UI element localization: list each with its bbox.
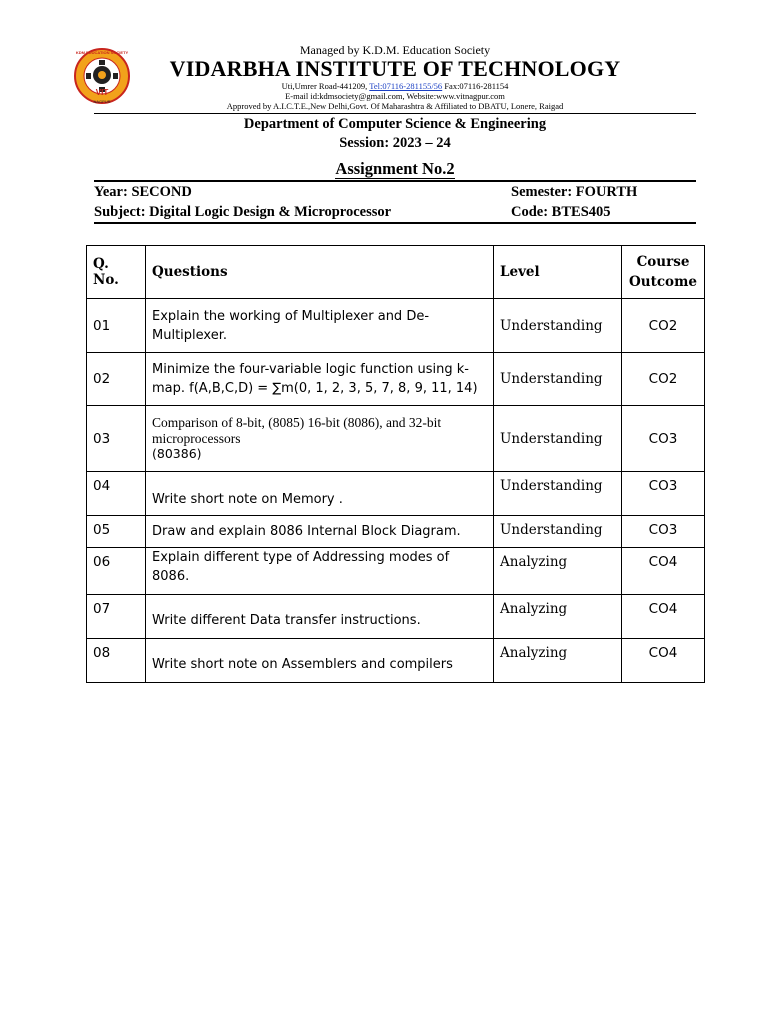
header-course-outcome-line1: Course bbox=[636, 254, 690, 270]
question-number: 07 bbox=[87, 595, 146, 639]
question-text bbox=[146, 516, 494, 548]
question-line: (80386) bbox=[152, 446, 202, 462]
table-row bbox=[87, 472, 705, 516]
question-number: 02 bbox=[87, 353, 146, 406]
question-line: Explain different type of Addressing modes of 8086. bbox=[152, 550, 450, 584]
subject-label: Subject: Digital Logic Design & Microprocessor bbox=[94, 204, 392, 220]
course-outcome-cell: CO3 bbox=[622, 406, 705, 472]
level-cell: Understanding bbox=[494, 299, 622, 353]
telephone-link[interactable]: Tel:07116-281155/56 bbox=[369, 81, 443, 91]
level-cell: Understanding bbox=[494, 406, 622, 472]
header-level: Level bbox=[494, 246, 622, 299]
course-outcome-cell: CO3 bbox=[622, 472, 705, 516]
table-row bbox=[87, 406, 705, 472]
svg-text:VIT: VIT bbox=[95, 88, 109, 97]
table-row bbox=[87, 299, 705, 353]
question-line: microprocessors bbox=[152, 430, 241, 446]
year-label: Year: SECOND bbox=[94, 184, 192, 200]
question-line: Multiplexer. bbox=[152, 327, 227, 343]
level-cell: Understanding bbox=[494, 472, 622, 516]
question-text bbox=[146, 353, 494, 406]
meta-bottom-divider bbox=[94, 222, 696, 224]
question-line: Write different Data transfer instructions. bbox=[152, 613, 421, 628]
level-cell: Understanding bbox=[494, 353, 622, 406]
question-number: 04 bbox=[87, 472, 146, 516]
question-number: 06 bbox=[87, 548, 146, 595]
header-course-outcome bbox=[622, 246, 705, 299]
svg-text:KDM EDUCATION SOCIETY: KDM EDUCATION SOCIETY bbox=[75, 50, 129, 55]
table-row bbox=[87, 639, 705, 683]
question-number: 01 bbox=[87, 299, 146, 353]
managed-by-line: Managed by K.D.M. Education Society bbox=[299, 43, 491, 57]
course-outcome-cell: CO3 bbox=[622, 516, 705, 548]
question-line: Minimize the four-variable logic function using k- bbox=[152, 362, 469, 377]
question-text bbox=[146, 548, 494, 595]
question-line: Comparison of 8-bit, (8085) 16-bit (8086), and 32-bit bbox=[152, 415, 442, 431]
table-row bbox=[87, 548, 705, 595]
question-text bbox=[146, 406, 494, 472]
semester-label: Semester: FOURTH bbox=[511, 184, 638, 200]
question-text bbox=[146, 639, 494, 683]
meta-top-divider bbox=[94, 180, 696, 182]
question-text bbox=[146, 472, 494, 516]
email-website-line: E-mail id:kdmsociety@gmail.com, Website:www.vitnagpur.com bbox=[285, 91, 505, 101]
department-name: Department of Computer Science & Engineering bbox=[243, 116, 547, 132]
question-text bbox=[146, 595, 494, 639]
address-text: Uti,Umrer Road-441209, bbox=[281, 81, 370, 91]
header-divider bbox=[94, 113, 696, 114]
question-number: 03 bbox=[87, 406, 146, 472]
fax-text: Fax:07116-281154 bbox=[442, 81, 509, 91]
header-course-outcome-line2: Outcome bbox=[629, 274, 697, 290]
session-label: Session: 2023 – 24 bbox=[339, 135, 451, 151]
assignment-title bbox=[0, 159, 768, 179]
level-cell: Analyzing bbox=[494, 548, 622, 595]
course-outcome-cell: CO4 bbox=[622, 639, 705, 683]
table-row bbox=[87, 353, 705, 406]
assignment-title-text: Assignment No.2 bbox=[335, 159, 455, 178]
question-line: Draw and explain 8086 Internal Block Diagram. bbox=[152, 524, 461, 539]
course-outcome-cell: CO2 bbox=[622, 299, 705, 353]
course-code-label: Code: BTES405 bbox=[511, 204, 611, 220]
question-number: 08 bbox=[87, 639, 146, 683]
level-cell: Analyzing bbox=[494, 595, 622, 639]
level-cell: Analyzing bbox=[494, 639, 622, 683]
question-number: 05 bbox=[87, 516, 146, 548]
course-outcome-cell: CO4 bbox=[622, 595, 705, 639]
header-qno: Q. No. bbox=[87, 246, 146, 299]
question-line: Write short note on Memory . bbox=[152, 492, 343, 507]
table-row bbox=[87, 595, 705, 639]
address-line bbox=[0, 81, 768, 91]
question-line: map. f(A,B,C,D) = ∑m(0, 1, 2, 3, 5, 7, 8, 9, 11, 14) bbox=[152, 381, 478, 396]
question-line: Write short note on Assemblers and compilers bbox=[152, 657, 453, 672]
header-questions: Questions bbox=[146, 246, 494, 299]
svg-text:NAGPUR: NAGPUR bbox=[93, 99, 111, 104]
approval-line: Approved by A.I.C.T.E.,New Delhi,Govt. Of Maharashtra & Affiliated to DBATU, Lonere, Raigad bbox=[226, 101, 564, 111]
table-row bbox=[87, 516, 705, 548]
institute-name: VIDARBHA INSTITUTE OF TECHNOLOGY bbox=[169, 56, 621, 81]
question-line: Explain the working of Multiplexer and De- bbox=[152, 308, 430, 324]
question-text bbox=[146, 299, 494, 353]
questions-table bbox=[86, 245, 705, 683]
address-block bbox=[0, 81, 768, 111]
table-header-row bbox=[87, 246, 705, 299]
level-cell: Understanding bbox=[494, 516, 622, 548]
course-outcome-cell: CO4 bbox=[622, 548, 705, 595]
course-outcome-cell: CO2 bbox=[622, 353, 705, 406]
